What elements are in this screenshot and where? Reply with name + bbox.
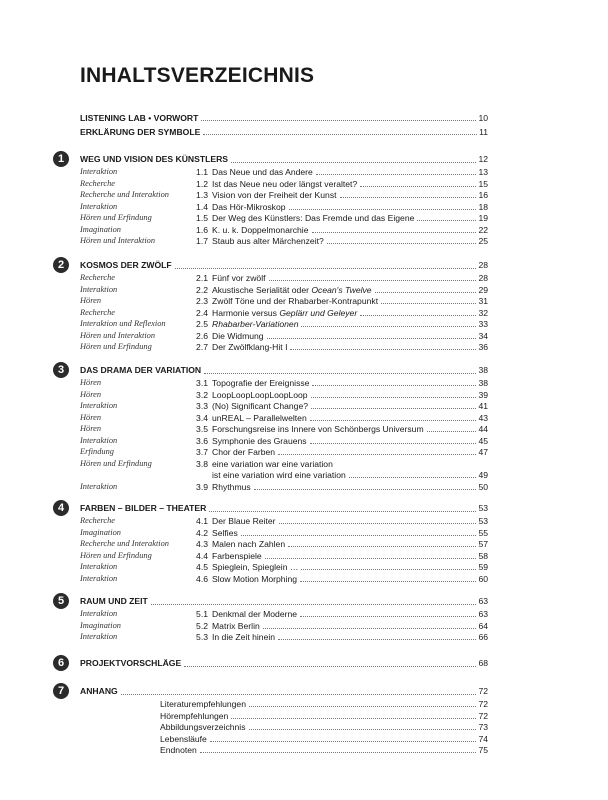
entry-number: 1.7 <box>196 236 208 246</box>
dot-leader <box>209 511 476 512</box>
entry-title-text: Malen nach Zahlen <box>212 539 286 549</box>
entry-title <box>212 377 309 389</box>
appendix-entry[interactable] <box>0 710 608 722</box>
chapter-heading[interactable] <box>0 258 608 272</box>
entry-number: 5.2 <box>196 620 208 631</box>
dot-leader <box>312 385 476 386</box>
entry-title-text: Slow Motion Morphing <box>212 573 298 584</box>
dot-leader <box>203 134 477 135</box>
entry-category: Interaktion <box>80 609 118 618</box>
dot-leader <box>427 431 477 432</box>
dot-leader <box>151 604 477 605</box>
entry-category: Hören <box>80 424 102 433</box>
toc-entry[interactable] <box>0 573 608 585</box>
entry-title-text: unREAL – Parallelwelten <box>212 412 307 423</box>
entry-title-text: Rhythmus <box>212 481 251 492</box>
entry-title-text: Chor der Farben <box>212 447 276 457</box>
toc-entry[interactable] <box>0 608 608 620</box>
chapter-title: WEG UND VISION DES KÜNSTLERS <box>80 154 229 164</box>
entry-number: 5.3 <box>196 632 208 642</box>
chapter-title: DAS DRAMA DER VARIATION <box>80 365 202 375</box>
page-number: 57 <box>478 539 488 549</box>
dot-leader <box>417 220 476 221</box>
entry-category: Hören und Erfindung <box>80 213 152 222</box>
chapter-heading[interactable] <box>0 594 608 608</box>
entry-category: Hören und Interaktion <box>80 236 156 245</box>
appendix-entry[interactable] <box>0 744 608 756</box>
page-number: 36 <box>478 342 488 352</box>
dot-leader <box>231 162 476 163</box>
dot-leader <box>265 558 477 559</box>
entry-title <box>212 469 346 481</box>
dot-leader <box>201 120 476 121</box>
entry-number: 3.3 <box>196 401 208 411</box>
entry-title-text: Das Hör-Mikroskop <box>212 201 286 212</box>
entry-title-text: Harmonie versus <box>212 307 280 318</box>
chapter-number-badge: 3 <box>53 362 69 378</box>
entry-title-text: Matrix Berlin <box>212 620 260 631</box>
chapter-title: PROJEKTVORSCHLÄGE <box>80 658 182 668</box>
entry-category: Recherche <box>80 516 116 525</box>
entry-category: Recherche und Interaktion <box>80 539 169 548</box>
page-number: 53 <box>478 516 488 526</box>
entry-title-text: (No) Significant Change? <box>212 401 309 411</box>
entry-category: Imagination <box>80 620 121 630</box>
page-number: 72 <box>478 686 488 696</box>
dot-leader <box>300 581 476 582</box>
page-number: 49 <box>478 470 488 480</box>
page-number: 10 <box>478 113 488 123</box>
page-number: 22 <box>478 224 488 235</box>
dot-leader <box>311 408 476 409</box>
entry-number: 2.2 <box>196 284 208 295</box>
entry-number: 1.1 <box>196 167 208 177</box>
page-number: 72 <box>478 699 488 709</box>
entry-number: 3.4 <box>196 412 208 423</box>
toc-entry[interactable] <box>0 284 608 296</box>
entry-title <box>212 620 260 632</box>
dot-leader <box>210 741 477 742</box>
page-number: 29 <box>478 284 488 295</box>
entry-number: 2.7 <box>196 342 208 352</box>
toc-entry[interactable] <box>0 318 608 330</box>
page-number: 50 <box>478 481 488 492</box>
entry-number: 2.5 <box>196 319 208 329</box>
chapter-number-badge: 4 <box>53 500 69 516</box>
page-number: 28 <box>478 273 488 283</box>
dot-leader <box>269 280 477 281</box>
entry-title-text: Ist das Neue neu oder längst veraltet? <box>212 178 358 189</box>
entry-category: Hören und Erfindung <box>80 458 152 468</box>
chapter-number-badge: 5 <box>53 593 69 609</box>
entry-title <box>212 307 357 319</box>
entry-category: Interaktion <box>80 167 118 176</box>
toc-entry[interactable] <box>0 631 608 643</box>
chapter-number-badge: 2 <box>53 257 69 273</box>
toc-entry[interactable] <box>0 561 608 573</box>
page-number: 41 <box>478 401 488 411</box>
toc-entry[interactable] <box>0 515 608 527</box>
page-number: 72 <box>478 710 488 721</box>
dot-leader <box>312 232 477 233</box>
toc-entry[interactable] <box>0 389 608 401</box>
entry-category: Interaktion <box>80 201 118 211</box>
front-entry-label: LISTENING LAB • VORWORT <box>80 113 199 123</box>
entry-title <box>212 284 372 296</box>
page-number: 60 <box>478 573 488 584</box>
entry-title-text: Forschungsreise ins Innere von Schönbergs Universum <box>212 424 424 434</box>
dot-leader <box>231 718 476 719</box>
entry-category: Interaktion <box>80 481 118 491</box>
entry-title-italic: Geplärr und Geleyer <box>279 307 358 318</box>
toc-entry[interactable] <box>0 330 608 342</box>
page-number: 68 <box>478 658 488 668</box>
entry-title <box>212 561 298 573</box>
entry-number: 1.5 <box>196 213 208 223</box>
page-number: 63 <box>478 609 488 619</box>
dot-leader <box>263 628 477 629</box>
page-title: INHALTSVERZEICHNIS <box>80 64 315 87</box>
entry-category: Interaktion <box>80 401 118 410</box>
dot-leader <box>200 752 477 753</box>
dot-leader <box>204 373 476 374</box>
entry-title-text: Zwölf Töne und der Rhabarber-Kontrapunkt <box>212 296 379 306</box>
dot-leader <box>288 546 476 547</box>
entry-title-text: In die Zeit hinein <box>212 632 276 642</box>
entry-number: 2.4 <box>196 307 208 318</box>
page-number: 13 <box>478 167 488 177</box>
dot-leader <box>301 569 476 570</box>
entry-title <box>212 272 266 284</box>
entry-title <box>212 212 414 224</box>
toc-entry[interactable] <box>0 527 608 539</box>
toc-front-entry[interactable] <box>0 112 608 124</box>
entry-title-text: Farbenspiele <box>212 550 262 561</box>
page-number: 38 <box>478 378 488 388</box>
page-number: 47 <box>478 447 488 457</box>
dot-leader <box>327 243 477 244</box>
appendix-entry-title: Endnoten <box>160 745 197 755</box>
entry-category: Recherche <box>80 307 116 317</box>
toc-entry[interactable] <box>0 189 608 201</box>
entry-title <box>212 423 424 435</box>
entry-title-text: Das Neue und das Andere <box>212 167 313 177</box>
entry-title <box>212 538 285 550</box>
entry-category: Imagination <box>80 224 121 234</box>
chapter-number-badge: 1 <box>53 151 69 167</box>
toc-front-entry[interactable] <box>0 126 608 138</box>
entry-title-text: Spieglein, Spieglein … <box>212 562 299 572</box>
dot-leader <box>360 315 476 316</box>
page-number: 45 <box>478 435 488 446</box>
front-entry-label: ERKLÄRUNG DER SYMBOLE <box>80 127 201 137</box>
entry-title-italic: Rhabarber-Variationen <box>212 319 299 329</box>
entry-title-text: ist eine variation wird eine variation <box>212 470 346 480</box>
dot-leader <box>267 338 477 339</box>
appendix-entry[interactable] <box>0 698 608 710</box>
entry-category: Interaktion <box>80 562 118 571</box>
entry-title <box>212 178 357 190</box>
entry-number: 2.3 <box>196 296 208 306</box>
page-number: 58 <box>478 550 488 561</box>
entry-title <box>212 446 275 458</box>
toc-entry[interactable] <box>0 435 608 447</box>
entry-category: Hören und Interaktion <box>80 330 156 340</box>
entry-title <box>212 458 333 470</box>
appendix-entry-title: Literaturempfehlungen <box>160 699 246 709</box>
entry-title-text: Der Zwölfklang-Hit I <box>212 342 288 352</box>
entry-number: 4.5 <box>196 562 208 572</box>
entry-number: 4.4 <box>196 550 208 561</box>
toc-entry[interactable] <box>0 538 608 550</box>
entry-category: Interaktion und Reflexion <box>80 319 166 328</box>
dot-leader <box>311 397 477 398</box>
entry-category: Imagination <box>80 527 121 537</box>
toc-entry[interactable] <box>0 377 608 389</box>
entry-title-text: Staub aus alter Märchenzeit? <box>212 236 324 246</box>
entry-number: 1.3 <box>196 190 208 200</box>
entry-title-italic: Ocean's Twelve <box>311 284 372 295</box>
entry-title-text: Fünf vor zwölf <box>212 273 266 283</box>
entry-number: 3.5 <box>196 424 208 434</box>
page-number: 34 <box>478 330 488 341</box>
dot-leader <box>349 477 477 478</box>
entry-title-text: LoopLoopLoopLoopLoop <box>212 389 308 400</box>
page-number: 39 <box>478 389 488 400</box>
entry-title <box>212 341 287 353</box>
toc-entry[interactable] <box>0 620 608 632</box>
chapter-number-badge: 7 <box>53 683 69 699</box>
entry-category: Hören und Erfindung <box>80 342 152 351</box>
page-number: 55 <box>478 527 488 538</box>
entry-title <box>212 550 262 562</box>
entry-category: Hören und Erfindung <box>80 550 152 560</box>
toc-entry[interactable] <box>0 307 608 319</box>
entry-number: 1.4 <box>196 201 208 212</box>
dot-leader <box>381 303 476 304</box>
entry-title <box>212 389 308 401</box>
page-number: 33 <box>478 319 488 329</box>
dot-leader <box>301 326 476 327</box>
chapter-heading[interactable] <box>0 363 608 377</box>
toc-entry[interactable] <box>0 446 608 458</box>
toc-entry[interactable] <box>0 412 608 424</box>
entry-title-text: K. u. k. Doppelmonarchie <box>212 224 309 235</box>
entry-category: Interaktion <box>80 632 118 641</box>
entry-title-text: Selfies <box>212 527 238 538</box>
dot-leader <box>175 268 477 269</box>
dot-leader <box>254 489 477 490</box>
page-number: 63 <box>478 596 488 606</box>
entry-title-text: Der Weg des Künstlers: Das Fremde und das Eigene <box>212 213 415 223</box>
dot-leader <box>249 729 477 730</box>
dot-leader <box>241 535 477 536</box>
toc-entry[interactable] <box>0 400 608 412</box>
page-number: 18 <box>478 201 488 212</box>
dot-leader <box>279 523 477 524</box>
entry-title <box>212 330 264 342</box>
entry-number: 2.1 <box>196 273 208 283</box>
chapter-title: RAUM UND ZEIT <box>80 596 148 606</box>
chapter-title: KOSMOS DER ZWÖLF <box>80 260 172 270</box>
entry-number: 5.1 <box>196 609 208 619</box>
entry-title <box>212 166 313 178</box>
entry-number: 2.6 <box>196 330 208 341</box>
toc-entry[interactable] <box>0 550 608 562</box>
chapter-title: FARBEN – BILDER – THEATER <box>80 503 207 513</box>
entry-category: Hören <box>80 389 102 399</box>
page-number: 75 <box>478 745 488 755</box>
entry-title <box>212 435 307 447</box>
page-number: 16 <box>478 190 488 200</box>
entry-category: Interaktion <box>80 435 118 445</box>
entry-number: 3.2 <box>196 389 208 400</box>
entry-category: Interaktion <box>80 573 118 583</box>
entry-number: 3.7 <box>196 447 208 457</box>
dot-leader <box>340 197 477 198</box>
entry-title <box>212 481 251 493</box>
page-number: 25 <box>478 236 488 246</box>
chapter-heading[interactable] <box>0 684 608 698</box>
toc-entry[interactable] <box>0 481 608 493</box>
page-number: 15 <box>478 178 488 189</box>
appendix-entry-title: Lebensläufe <box>160 733 207 744</box>
entry-title <box>212 400 308 412</box>
entry-title <box>212 631 275 643</box>
entry-category: Recherche <box>80 273 116 282</box>
entry-title <box>212 527 238 539</box>
toc-entry[interactable] <box>0 224 608 236</box>
dot-leader <box>360 186 476 187</box>
entry-title <box>212 201 286 213</box>
page-number: 44 <box>478 424 488 434</box>
dot-leader <box>290 349 476 350</box>
toc-entry[interactable] <box>0 272 608 284</box>
page-number: 74 <box>478 733 488 744</box>
chapter-heading[interactable] <box>0 501 608 515</box>
entry-title-text: Vision von der Freiheit der Kunst <box>212 190 337 200</box>
page-number: 66 <box>478 632 488 642</box>
entry-number: 4.1 <box>196 516 208 526</box>
entry-title-text: Denkmal der Moderne <box>212 609 298 619</box>
toc-entry[interactable] <box>0 341 608 353</box>
appendix-entry[interactable] <box>0 733 608 745</box>
entry-title <box>212 295 378 307</box>
entry-title <box>212 189 337 201</box>
entry-number: 4.2 <box>196 527 208 538</box>
entry-number: 3.1 <box>196 378 208 388</box>
entry-title <box>212 608 297 620</box>
toc-entry[interactable] <box>0 423 608 435</box>
entry-title-text: Topografie der Ereignisse <box>212 378 310 388</box>
entry-title-text: Die Widmung <box>212 330 264 341</box>
dot-leader <box>300 616 476 617</box>
entry-number: 3.8 <box>196 458 208 469</box>
dot-leader <box>310 420 477 421</box>
dot-leader <box>121 694 477 695</box>
page-number: 12 <box>478 154 488 164</box>
page-number: 11 <box>479 127 488 137</box>
dot-leader <box>316 174 477 175</box>
page-number: 64 <box>478 620 488 631</box>
page-number: 38 <box>478 365 488 375</box>
entry-category: Erfindung <box>80 447 114 456</box>
chapter-title: ANHANG <box>80 686 118 696</box>
entry-category: Hören <box>80 378 102 387</box>
toc-entry[interactable] <box>0 178 608 190</box>
dot-leader <box>375 292 477 293</box>
entry-category: Interaktion <box>80 284 118 294</box>
toc-entry[interactable] <box>0 201 608 213</box>
page-number: 19 <box>478 213 488 223</box>
toc-entry[interactable] <box>0 458 608 470</box>
page-number: 28 <box>478 260 488 270</box>
dot-leader <box>184 666 476 667</box>
entry-category: Hören <box>80 412 102 422</box>
toc-entry[interactable] <box>0 166 608 178</box>
chapter-heading[interactable] <box>0 656 608 670</box>
entry-category: Recherche <box>80 178 116 188</box>
page-number: 43 <box>478 412 488 423</box>
page-number: 32 <box>478 307 488 318</box>
toc-entry[interactable] <box>0 469 608 481</box>
dot-leader <box>289 209 477 210</box>
toc-entry[interactable] <box>0 235 608 247</box>
entry-number: 1.2 <box>196 178 208 189</box>
chapter-number-badge: 6 <box>53 655 69 671</box>
page-number: 59 <box>478 562 488 572</box>
entry-number: 4.6 <box>196 573 208 584</box>
appendix-entry-title: Hörempfehlungen <box>160 710 229 721</box>
entry-title <box>212 224 309 236</box>
entry-title <box>212 235 324 247</box>
page-number: 53 <box>478 503 488 513</box>
dot-leader <box>249 706 476 707</box>
entry-number: 3.6 <box>196 435 208 446</box>
page-number: 31 <box>478 296 488 306</box>
entry-title-text: Symphonie des Grauens <box>212 435 307 446</box>
dot-leader <box>278 454 476 455</box>
entry-title <box>212 412 307 424</box>
entry-category: Hören <box>80 296 102 305</box>
entry-number: 3.9 <box>196 481 208 492</box>
toc-entry[interactable] <box>0 212 608 224</box>
entry-title <box>212 318 298 330</box>
toc-entry[interactable] <box>0 295 608 307</box>
chapter-heading[interactable] <box>0 152 608 166</box>
appendix-entry-title: Abbildungsverzeichnis <box>160 722 246 732</box>
entry-title-text: Der Blaue Reiter <box>212 516 276 526</box>
entry-title <box>212 515 276 527</box>
entry-number: 1.6 <box>196 224 208 235</box>
dot-leader <box>278 639 476 640</box>
entry-title-text: Akustische Serialität oder <box>212 284 312 295</box>
dot-leader <box>310 443 477 444</box>
entry-title <box>212 573 297 585</box>
appendix-entry[interactable] <box>0 721 608 733</box>
entry-number: 4.3 <box>196 539 208 549</box>
entry-title-text: eine variation war eine variation <box>212 458 333 469</box>
entry-category: Recherche und Interaktion <box>80 190 169 199</box>
page-number: 73 <box>478 722 488 732</box>
